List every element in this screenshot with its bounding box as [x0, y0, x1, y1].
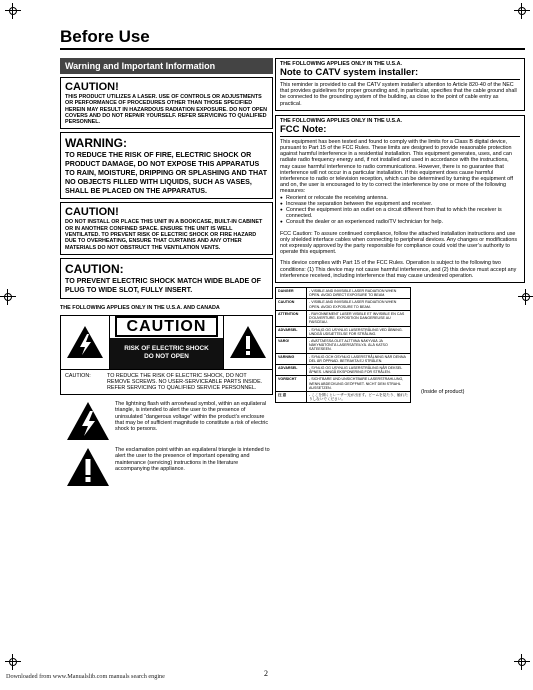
caution-laser-heading: CAUTION! — [65, 81, 119, 93]
registration-mark-bottom-left — [8, 657, 18, 667]
fcc-applies: THE FOLLOWING APPLIES ONLY IN THE U.S.A. — [280, 117, 402, 124]
table-row — [276, 326, 411, 337]
warning-box — [60, 132, 273, 199]
fcc-rule — [280, 136, 520, 137]
label-text: - SICHTBARE UND UNSICHTBARE LASERSTRAHLUNG, WENN ABDECKUNG GEÖFFNET. NICHT DEM STRAHL AUSSETZEN. — [307, 376, 411, 392]
label-text: - AVATTAESSA OLET ALTTIINA NÄKYVÄÄ JA NÄKYMÄTÖNTÄ LASERSÄTEILYÄ. ÄLÄ KATSO SÄTEESEEN. — [307, 337, 411, 353]
warning-heading: WARNING: — [65, 136, 127, 151]
right-column — [275, 58, 525, 403]
list-item: ● Increase the separation between the equipment and receiver. — [280, 201, 520, 207]
caution-word: CAUTION — [110, 316, 223, 338]
catv-heading: Note to CATV system installer: — [280, 67, 419, 78]
registration-mark-left — [3, 292, 13, 302]
caution-graphic-text: TO REDUCE THE RISK OF ELECTRIC SHOCK, DO NOT REMOVE SCREWS. NO USER-SERVICEABLE PARTS INSIDE. REFER SERVICING TO QUALIFIED SERVICE PERSONNEL. — [107, 372, 263, 391]
registration-mark-bottom-right — [517, 657, 527, 667]
inside-of-product-caption: (Inside of product) — [421, 389, 465, 396]
table-row — [276, 299, 411, 310]
shock-risk-text: RISK OF ELECTRIC SHOCK — [124, 345, 209, 353]
exclamation-warning-icon — [224, 316, 272, 369]
lightning-triangle-icon — [60, 401, 115, 441]
label-key: CAUTION — [276, 299, 307, 310]
label-key: ADVARSEL — [276, 364, 307, 375]
caution-plug-heading: CAUTION: — [65, 261, 124, 276]
table-row — [276, 376, 411, 392]
table-row — [276, 353, 411, 364]
label-key: 注 意 — [276, 391, 307, 402]
label-key: VARO! — [276, 337, 307, 353]
label-key: DANGER — [276, 288, 307, 299]
fcc-measures-list — [280, 195, 520, 226]
fcc-text: This equipment has been tested and found to comply with the limits for a Class B digital device, pursuant to Part 15 of the FCC Rules. These limits are designed to provide reasonable protection against harmful interference in a residential installation. This equipment generates, uses, and can radiate radio frequency energy and, if not installed and used in accordance with the instructions, may cause harmful interference to radio communications. However, there is no guarantee that interference will not occur in a particular installation. If this equipment does cause harmful interference to radio or television reception, which can be determined by turning the equipment off and on, the user is encouraged to try to correct the interference by one or more of the following measures: — [280, 138, 514, 195]
catv-applies: THE FOLLOWING APPLIES ONLY IN THE U.S.A. — [280, 61, 402, 67]
exclamation-triangle-icon — [60, 447, 115, 487]
list-item: ● Connect the equipment into an outlet on a circuit different from that to which the receiver is connected. — [280, 207, 520, 219]
applies-usa-canada: THE FOLLOWING APPLIES ONLY IN THE U.S.A. AND CANADA — [60, 304, 220, 311]
do-not-open-text: DO NOT OPEN — [144, 353, 189, 361]
caution-plug-text: TO PREVENT ELECTRIC SHOCK MATCH WIDE BLADE OF PLUG TO WIDE SLOT, FULLY INSERT. — [65, 276, 261, 294]
lightning-symbol-explanation — [60, 401, 273, 441]
list-item: ● Reorient or relocate the receiving antenna. — [280, 195, 520, 201]
caution-ventilation-text: DO NOT INSTALL OR PLACE THIS UNIT IN A BOOKCASE, BUILT-IN CABINET OR IN ANOTHER CONFINED SPACE. ENSURE THE UNIT IS WELL VENTILATED. TO PREVENT RISK OF ELECTRIC SHOCK OR FIRE HAZARD DUE TO OVERHEATING, ENSURE THAT CURTAINS AND ANY OTHER MATERIALS DO NOT OBSTRUCT THE VENTILATION VENTS. — [65, 219, 263, 251]
catv-note-box — [275, 58, 525, 111]
table-row — [276, 310, 411, 326]
label-text: - ここを開くとレーザー光が出ます。ビームを見たり、触れたりしないでください。 — [307, 391, 411, 402]
label-key: ATTENTION — [276, 310, 307, 326]
caution-graphic-label: CAUTION: — [65, 372, 91, 379]
page-number: 2 — [264, 669, 268, 678]
caution-laser-text: THIS PRODUCT UTILIZES A LASER. USE OF CONTROLS OR ADJUSTMENTS OR PERFORMANCE OF PROCEDURES OTHER THAN THOSE SPECIFIED HEREIN MAY RESULT IN HAZARDOUS RADIATION EXPOSURE. DO NOT OPEN COVERS AND DO NOT REPAIR YOURSELF. REFER SERVICING TO QUALIFIED PERSONNEL. — [65, 94, 267, 126]
caution-ventilation-box — [60, 202, 273, 254]
list-item: ● Consult the dealer or an experienced radio/TV technician for help. — [280, 219, 520, 225]
shock-risk-banner — [110, 338, 223, 369]
label-key: ADVARSEL — [276, 326, 307, 337]
label-key: VARNING — [276, 353, 307, 364]
table-row — [276, 391, 411, 402]
warning-text: TO REDUCE THE RISK OF FIRE, ELECTRIC SHOCK OR PRODUCT DAMAGE, DO NOT EXPOSE THIS APPARATUS TO RAIN, MOISTURE, DRIPPING OR SPLASHING AND THAT NO OBJECTS FILLED WITH LIQUIDS, SUCH AS VASES, SHALL BE PLACED ON THE APPARATUS. — [65, 151, 268, 195]
label-text: - SYNLIG OG USYNLIG LASERSTRÅLING VED ÅBNING. UNDGÅ UDSÆTTELSE FOR STRÅLING. — [307, 326, 411, 337]
lightning-warning-icon — [61, 316, 109, 369]
laser-label-area — [275, 287, 525, 403]
caution-laser-box — [60, 77, 273, 129]
section-title: Warning and Important Information — [60, 58, 273, 74]
caution-plug-box — [60, 258, 273, 299]
registration-mark-top-left — [8, 6, 18, 16]
footer-download-note: Downloaded from www.Manualslib.com manuals search engine — [6, 673, 165, 680]
label-text: - SYNLIG OCH OSYNLIG LASERSTRÅLNING NÄR DENNA DEL ÄR ÖPPNAD. BETRAKTA EJ STRÅLEN. — [307, 353, 411, 364]
title-rule — [60, 48, 525, 50]
label-text: - VISIBLE AND INVISIBLE LASER RADIATION WHEN OPEN. AVOID DIRECT EXPOSURE TO BEAM. — [307, 288, 411, 299]
fcc-heading: FCC Note: — [280, 123, 327, 135]
fcc-caution-text: FCC Caution: To assure continued compliance, follow the attached installation instructions and use only shielded interface cables when connecting to peripheral devices. Any changes or modifications not expressly approved by the party responsible for compliance could void the user’s authority to operate this equipment. — [280, 230, 518, 256]
registration-mark-top-right — [517, 6, 527, 16]
page-title: Before Use — [60, 27, 150, 46]
table-row — [276, 337, 411, 353]
table-row — [276, 364, 411, 375]
fcc-part15-text: This device complies with Part 15 of the FCC Rules. Operation is subject to the following two conditions: (1) This device may not cause harmful interference, and (2) this device must accept any interference received, including interference that may cause undesired operation. — [280, 260, 517, 279]
lightning-symbol-text: The lightning flash with arrowhead symbol, within an equilateral triangle, is intended to alert the user to the presence of uninsulated “dangerous voltage” within the product’s enclosure that may be of sufficient magnitude to constitute a risk of electric shock to persons. — [115, 401, 269, 432]
caution-ventilation-heading: CAUTION! — [65, 206, 119, 219]
exclamation-symbol-text: The exclamation point within an equilateral triangle is intended to alert the user to the presence of important operating and maintenance (servicing) instructions in the literature accompanying the appliance. — [115, 447, 270, 472]
label-key: VORSICHT — [276, 376, 307, 392]
label-text: - VISIBLE AND INVISIBLE LASER RADIATION WHEN OPEN. AVOID EXPOSURE TO BEAM. — [307, 299, 411, 310]
label-text: - RAYONNEMENT LASER VISIBLE ET INVISIBLE EN CAS D'OUVERTURE. EXPOSITION DANGEREUSE AU FAISCEAU. — [307, 310, 411, 326]
left-column — [60, 58, 273, 487]
label-text: - SYNLIG OG USYNLIG LASERSTRÅLING NÅR DEKSEL ÅPNES. UNNGÅ EKSPONERING FOR STRÅLEN. — [307, 364, 411, 375]
laser-warning-label — [275, 287, 411, 403]
exclamation-symbol-explanation — [60, 447, 273, 487]
catv-rule — [280, 79, 520, 80]
table-row — [276, 288, 411, 299]
fcc-note-box — [275, 115, 525, 283]
catv-text: This reminder is provided to call the CATV system installer’s attention to Article 820-40 of the NEC that provides guidelines for proper grounding and, in particular, specifies that the cable ground shall be connected to the grounding system of the building, as close to the point of cable entry as practical. — [280, 82, 517, 107]
caution-shock-label — [60, 315, 273, 396]
